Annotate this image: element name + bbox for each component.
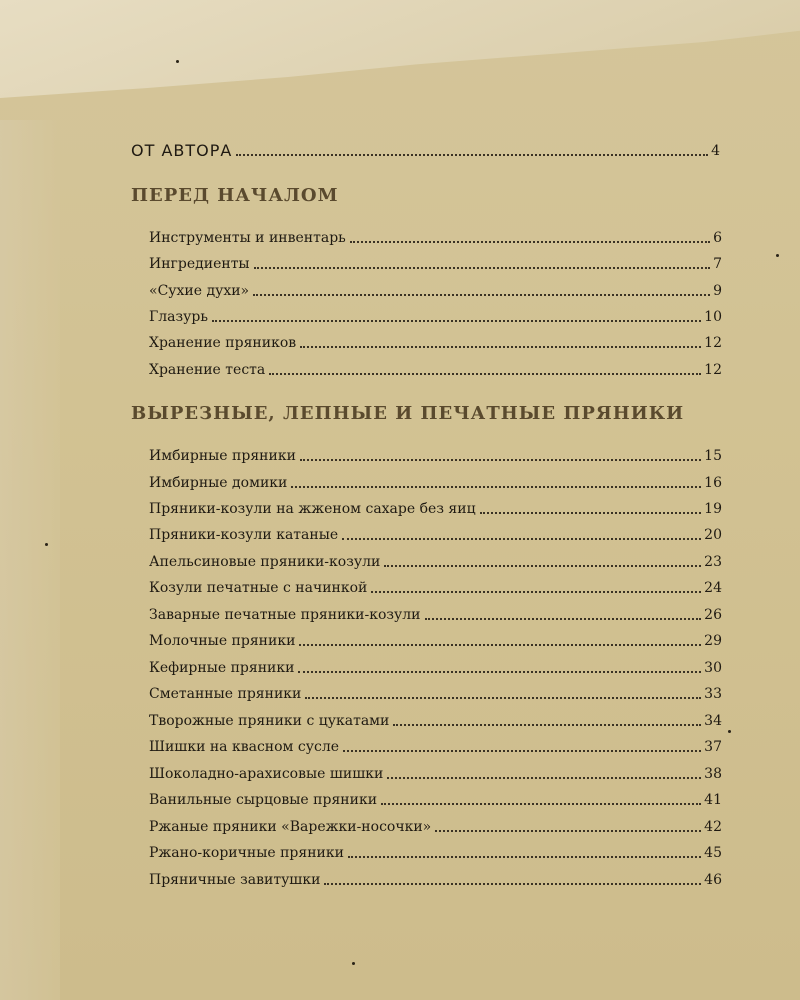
toc-entry-page: 38 xyxy=(704,766,722,782)
toc-entry-label: Хранение теста xyxy=(149,362,266,378)
dot-leader xyxy=(299,644,701,646)
toc-entry-label: Апельсиновые пряники-козули xyxy=(149,554,381,570)
toc-entry[interactable] xyxy=(149,333,722,353)
toc-entry-label: Инструменты и инвентарь xyxy=(149,230,346,246)
toc-entry[interactable] xyxy=(149,281,722,301)
toc-entry-label: Кефирные пряники xyxy=(149,660,295,676)
toc-entry-label: Козули печатные с начинкой xyxy=(149,580,368,596)
toc-entry-label: Глазурь xyxy=(149,309,208,325)
toc-entry-label: Творожные пряники с цукатами xyxy=(149,713,390,729)
toc-entry[interactable] xyxy=(149,254,722,274)
toc-entry-label: Имбирные пряники xyxy=(149,448,296,464)
toc-entry-label: Ванильные сырцовые пряники xyxy=(149,792,378,808)
toc-entry-label: Шишки на квасном сусле xyxy=(149,739,339,755)
toc-entry-label: Пряничные завитушки xyxy=(149,872,321,888)
toc-entry-page: 37 xyxy=(704,739,722,755)
toc-entry-page: 10 xyxy=(704,309,722,325)
toc-entry[interactable] xyxy=(149,578,722,598)
toc-entry-label: Ржаные пряники «Варежки-носочки» xyxy=(149,819,432,835)
toc-entry[interactable] xyxy=(149,764,722,784)
toc-entry-label: Имбирные домики xyxy=(149,475,288,491)
toc-entry-page: 41 xyxy=(704,792,722,808)
toc-entry[interactable] xyxy=(149,631,722,651)
dot-leader xyxy=(371,591,701,593)
toc-entry[interactable] xyxy=(149,843,722,863)
dot-leader xyxy=(342,538,701,540)
toc-entry-page: 12 xyxy=(704,335,722,351)
dot-leader xyxy=(253,294,710,296)
toc-entry-label: Сметанные пряники xyxy=(149,686,302,702)
toc-entry[interactable] xyxy=(149,360,722,380)
toc-entry[interactable] xyxy=(149,228,722,248)
toc-entry-label: Шоколадно-арахисовые шишки xyxy=(149,766,384,782)
toc-entry-page: 7 xyxy=(713,256,722,272)
dot-leader xyxy=(387,777,701,779)
dot-leader xyxy=(269,373,701,375)
toc-entry-page: 6 xyxy=(713,230,722,246)
toc-entry-label: ОТ АВТОРА xyxy=(131,141,233,160)
toc-entry-page: 46 xyxy=(704,872,722,888)
dot-leader xyxy=(480,512,702,514)
toc-entry-label: Хранение пряников xyxy=(149,335,297,351)
toc-entry-page: 45 xyxy=(704,845,722,861)
toc-entry[interactable] xyxy=(149,499,722,519)
dot-leader xyxy=(425,618,702,620)
section-title-before-start: ПЕРЕД НАЧАЛОМ xyxy=(131,185,339,206)
dot-leader xyxy=(343,750,701,752)
toc-entry[interactable] xyxy=(149,711,722,731)
toc-entry[interactable] xyxy=(149,790,722,810)
toc-entry[interactable] xyxy=(149,737,722,757)
dot-leader xyxy=(300,346,701,348)
toc-entry-author[interactable] xyxy=(131,141,721,161)
toc-entry-page: 16 xyxy=(704,475,722,491)
toc-entry-page: 23 xyxy=(704,554,722,570)
dot-leader xyxy=(381,803,701,805)
toc-entry-page: 29 xyxy=(704,633,722,649)
toc-entry-page: 19 xyxy=(704,501,722,517)
toc-entry-page: 15 xyxy=(704,448,722,464)
toc-entry[interactable] xyxy=(149,658,722,678)
toc-entry-page: 26 xyxy=(704,607,722,623)
toc-entry[interactable] xyxy=(149,446,722,466)
dot-leader xyxy=(435,830,701,832)
toc-entry[interactable] xyxy=(149,605,722,625)
dot-leader xyxy=(324,883,701,885)
dot-leader xyxy=(348,856,701,858)
dot-leader xyxy=(291,486,701,488)
dot-leader xyxy=(236,154,708,156)
toc-entry[interactable] xyxy=(149,684,722,704)
dot-leader xyxy=(254,267,711,269)
toc-entry-page: 30 xyxy=(704,660,722,676)
toc-entry-label: Ингредиенты xyxy=(149,256,250,272)
toc-entry-label: «Сухие духи» xyxy=(149,283,250,299)
toc-entry[interactable] xyxy=(149,552,722,572)
dot-leader xyxy=(300,459,701,461)
toc-entry-page: 12 xyxy=(704,362,722,378)
toc-entry[interactable] xyxy=(149,870,722,890)
toc-entry-label: Ржано-коричные пряники xyxy=(149,845,344,861)
toc-entry-page: 4 xyxy=(711,143,721,159)
toc-entry-page: 9 xyxy=(713,283,722,299)
dot-leader xyxy=(305,697,701,699)
dot-leader xyxy=(393,724,701,726)
toc-entry-page: 20 xyxy=(704,527,722,543)
toc-entry[interactable] xyxy=(149,817,722,837)
toc-entry-page: 33 xyxy=(704,686,722,702)
toc-entry[interactable] xyxy=(149,473,722,493)
toc-entry-page: 24 xyxy=(704,580,722,596)
toc-entry-page: 42 xyxy=(704,819,722,835)
toc-entry-page: 34 xyxy=(704,713,722,729)
toc-entry[interactable] xyxy=(149,307,722,327)
toc-entry[interactable] xyxy=(149,525,722,545)
toc-entry-label: Молочные пряники xyxy=(149,633,296,649)
toc-entry-label: Пряники-козули на жженом сахаре без яиц xyxy=(149,501,476,517)
dot-leader xyxy=(350,241,710,243)
dot-leader xyxy=(384,565,701,567)
toc-entry-label: Заварные печатные пряники-козули xyxy=(149,607,421,623)
toc-entry-label: Пряники-козули катаные xyxy=(149,527,339,543)
dot-leader xyxy=(212,320,701,322)
section-title-cut-molded-printed: ВЫРЕЗНЫЕ, ЛЕПНЫЕ И ПЕЧАТНЫЕ ПРЯНИКИ xyxy=(131,403,685,424)
dot-leader xyxy=(298,671,701,673)
